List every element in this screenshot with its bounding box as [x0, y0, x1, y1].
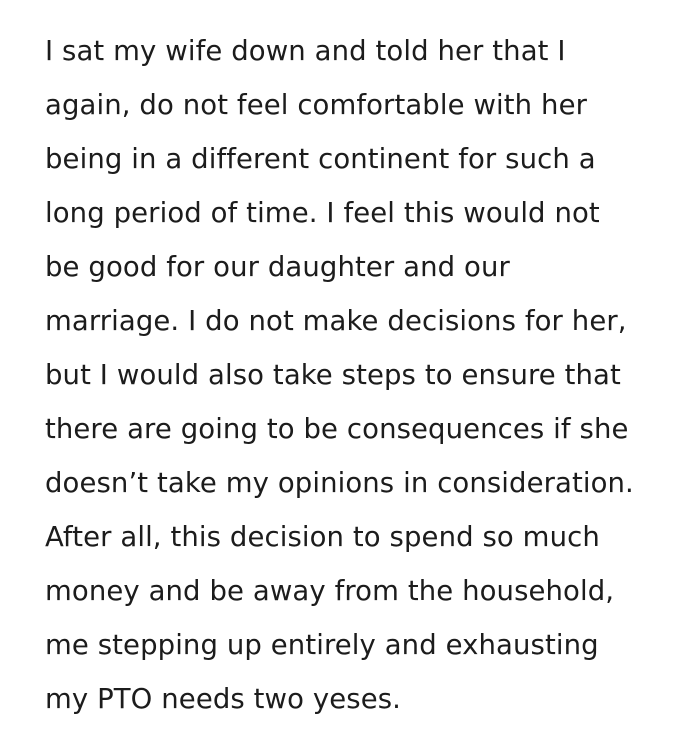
post-text-line: money and be away from the household,: [45, 575, 615, 607]
post-text-line: my PTO needs two yeses.: [45, 683, 402, 715]
post-text-line: but I would also take steps to ensure that: [45, 359, 621, 391]
post-text-line: be good for our daughter and our: [45, 251, 510, 283]
post-text-line: After all, this decision to spend so much: [45, 521, 600, 553]
post-text: [45, 24, 695, 726]
post-text-line: I sat my wife down and told her that I: [45, 35, 566, 67]
post-text-line: me stepping up entirely and exhausting: [45, 629, 599, 661]
post-text-line: marriage. I do not make decisions for her,: [45, 305, 627, 337]
post-text-line: long period of time. I feel this would not: [45, 197, 600, 229]
post-text-line: doesn’t take my opinions in consideration.: [45, 467, 634, 499]
post-text-line: again, do not feel comfortable with her: [45, 89, 587, 121]
post-text-line: there are going to be consequences if she: [45, 413, 629, 445]
post-text-line: being in a different continent for such a: [45, 143, 596, 175]
